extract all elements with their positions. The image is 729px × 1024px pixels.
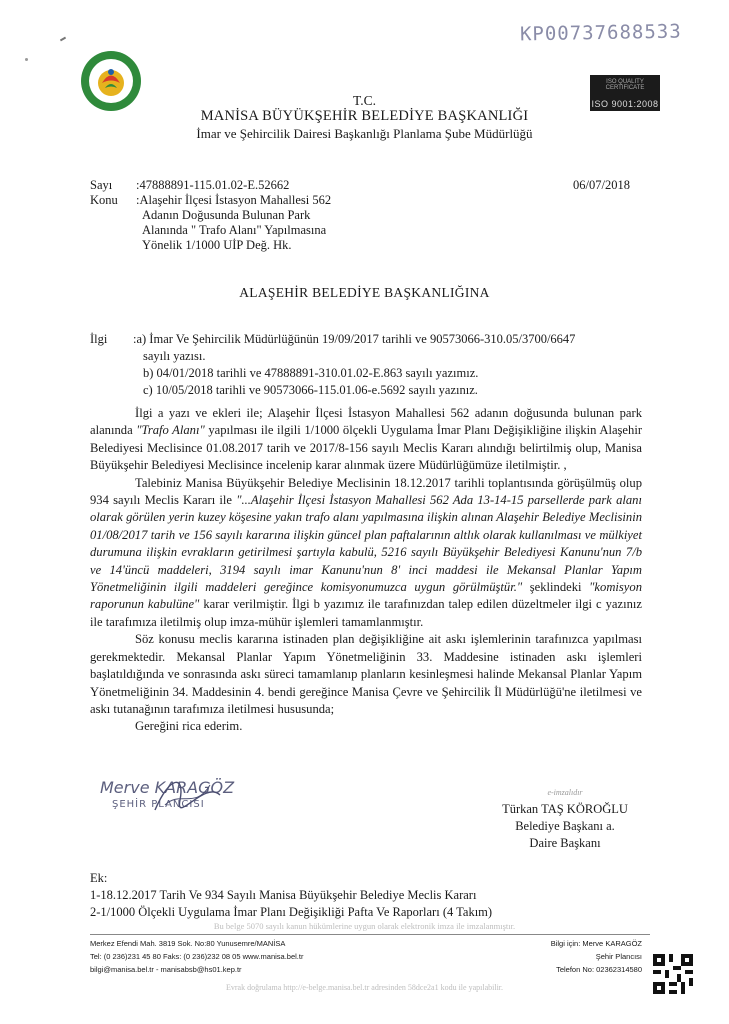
footer-info-person: Bilgi için: Merve KARAGÖZ [550,939,642,948]
attachments-label: Ek: [90,871,108,885]
konu-line: Adanın Doğusunda Bulunan Park [142,208,311,222]
letter-body [90,405,642,736]
ilgi-line: b) 04/01/2018 tarihli ve 47888891-310.01.02-E.863 sayılı yazımız. [143,366,479,380]
footer-contact [90,937,303,976]
konu-label: Konu [90,193,118,207]
attachments [90,870,492,921]
paragraph-2: Talebiniz Manisa Büyükşehir Belediye Meclisinin 18.12.2017 tarihli toplantısında görüşülmüş olup 934 sayılı Meclis Kararı ile "...Alaşehir İlçesi İstasyon Mahallesi 562 Ada 13-14-15 parsellerde park alanı olarak görülen yerin kuzey köşesine yakın trafo alanı yapılmasına ilişkin alınan Alaşehir Belediye Meclisinin 01/08/2017 tarih ve 156 sayılı kararına ilişkin güncel plan paftalarının altlık olarak kullanılması ve mülkiyet durumuna ilişkin evrakların getirilmesi şartıyla kabulü, 5216 sayılı Büyükşehir Belediyesi Kanunu'nun 7/b ve 14'üncü maddeleri, 3194 sayılı imar Kanunu'nun 8' inci maddesi ile Mekansal Planlar Yapım Yönetmeliğinin ilgili maddeleri gereğince komisyonumuzca uygun görülmüştür." şeklindeki "komisyon raporunun kabulüne" karar verilmiştir. İlgi b yazımız ile tarafınızdan talep edilen düzeltmeler ilgi c yazınız ile tarafımıza iletilmiş olup imza-mühür işlemleri tamamlanmıştır. [90,475,642,629]
stamp-title: ŞEHİR PLANCISI [112,799,205,810]
handwritten-signature-icon [150,770,230,820]
iso-caption: ISO QUALITY CERTIFICATE [605,79,645,91]
ilgi-label: İlgi [90,332,108,346]
footer-address: Merkez Efendi Mah. 3819 Sok. No:80 Yunusemre/MANİSA [90,939,286,948]
footer-info [520,937,642,976]
footer-email: bilgi@manisa.bel.tr - manisabsb@hs01.kep.tr [90,965,242,974]
konu-text [136,193,331,253]
footer-phone: Tel: (0 236)231 45 80 Faks: (0 236)232 08 05 www.manisa.bel.tr [90,952,304,961]
ilgi-list [133,331,653,399]
esign-notice: Bu belge 5070 sayılı kanun hükümlerine uygun olarak elektronik imza ile imzalanmıştır. [213,921,516,931]
footer-divider [90,934,650,935]
ilgi-line: :a) İmar Ve Şehircilik Müdürlüğünün 19/09/2017 tarihli ve 90573066-310.05/3700/6647 [133,332,576,346]
sayi-label: Sayı [90,178,113,192]
header-organization: MANİSA BÜYÜKŞEHİR BELEDİYE BAŞKANLIĞI [200,108,529,124]
attachment-item: 2-1/1000 Ölçekli Uygulama İmar Planı Değişikliği Pafta Ve Raporları (4 Takım) [90,905,493,919]
signature-block [490,784,640,852]
stamp-name: Merve KARAGÖZ [100,778,235,797]
signatory-department: Daire Başkanı [529,836,601,850]
paragraph-1: İlgi a yazı ve ekleri ile; Alaşehir İlçesi İstasyon Mahallesi 562 adanın doğusunda bulunan park alanında "Trafo Alanı" yapılması ile ilgili 1/1000 ölçekli Uygulama İmar Planı Değişikliğine ilişkin Alaşehir Belediyesi Meclisince 01.08.2017 tarih ve 2017/8-156 sayılı Meclis Kararı alındığı belirtilmiş olup, Manisa Büyükşehir Belediyesi Meclisince incelenip karar alınmak üzere Müdürlüğümüze iletilmiştir. , [90,406,643,473]
ilgi-line: sayılı yazısı. [143,349,206,363]
iso-label: ISO 9001:2008 [591,99,659,109]
esign-label: e-imzalıdır [547,788,583,797]
document-date: 06/07/2018 [573,178,630,192]
header-department: İmar ve Şehircilik Dairesi Başkanlığı Planlama Şube Müdürlüğü [196,126,533,141]
ilgi-line: c) 10/05/2018 tarihli ve 90573066-115.01.06-e.5692 sayılı yazınız. [143,383,478,397]
verification-note: Evrak doğrulama http://e-belge.manisa.bel.tr adresinden 58dce2a1 kodu ile yapılabilir. [225,983,504,992]
sayi-value: :47888891-115.01.02-E.52662 [136,178,290,192]
scan-mark [60,37,66,42]
addressee: ALAŞEHİR BELEDİYE BAŞKANLIĞINA [239,285,490,300]
paragraph-3: Söz konusu meclis kararına istinaden plan değişikliğine ait askı işlemlerinin tarafınızca yapılması gerekmektedir. Mekansal Planlar Yapım Yönetmeliğinin 33. Maddesine istinaden askı işlemleri başlatıldığında ve sonrasında askı süreci tamamlanıp planların kesinleşmesi halinde Mekansal Planlar Yapım Yönetmeliğinin 34. Maddesinin 4. bendi gereğince Manisa Çevre ve Şehircilik İl Müdürlüğü'ne iletilmesi ve askı tutanağının tarafımıza iletilmesi hususunda; [90,632,642,716]
attachment-item: 1-18.12.2017 Tarih Ve 934 Sayılı Manisa Büyükşehir Belediye Meclis Kararı [90,888,477,902]
scan-dot [25,58,28,61]
signatory-name: Türkan TAŞ KÖROĞLU [502,802,628,816]
footer-info-tel: Telefon No: 02362314580 [556,965,642,974]
handwritten-document-number: KP00737688533 [519,20,682,46]
konu-line: :Alaşehir İlçesi İstasyon Mahallesi 562 [136,193,332,207]
staff-signature-stamp [100,778,234,810]
konu-line: Alanında " Trafo Alanı" Yapılmasına [142,223,327,237]
header-tc: T.C. [353,93,376,108]
signatory-title: Belediye Başkanı a. [515,819,615,833]
footer-info-role: Şehir Plancısı [595,952,642,961]
paragraph-4: Gereğini rica ederim. [135,719,243,734]
konu-line: Yönelik 1/1000 UİP Değ. Hk. [142,238,292,252]
